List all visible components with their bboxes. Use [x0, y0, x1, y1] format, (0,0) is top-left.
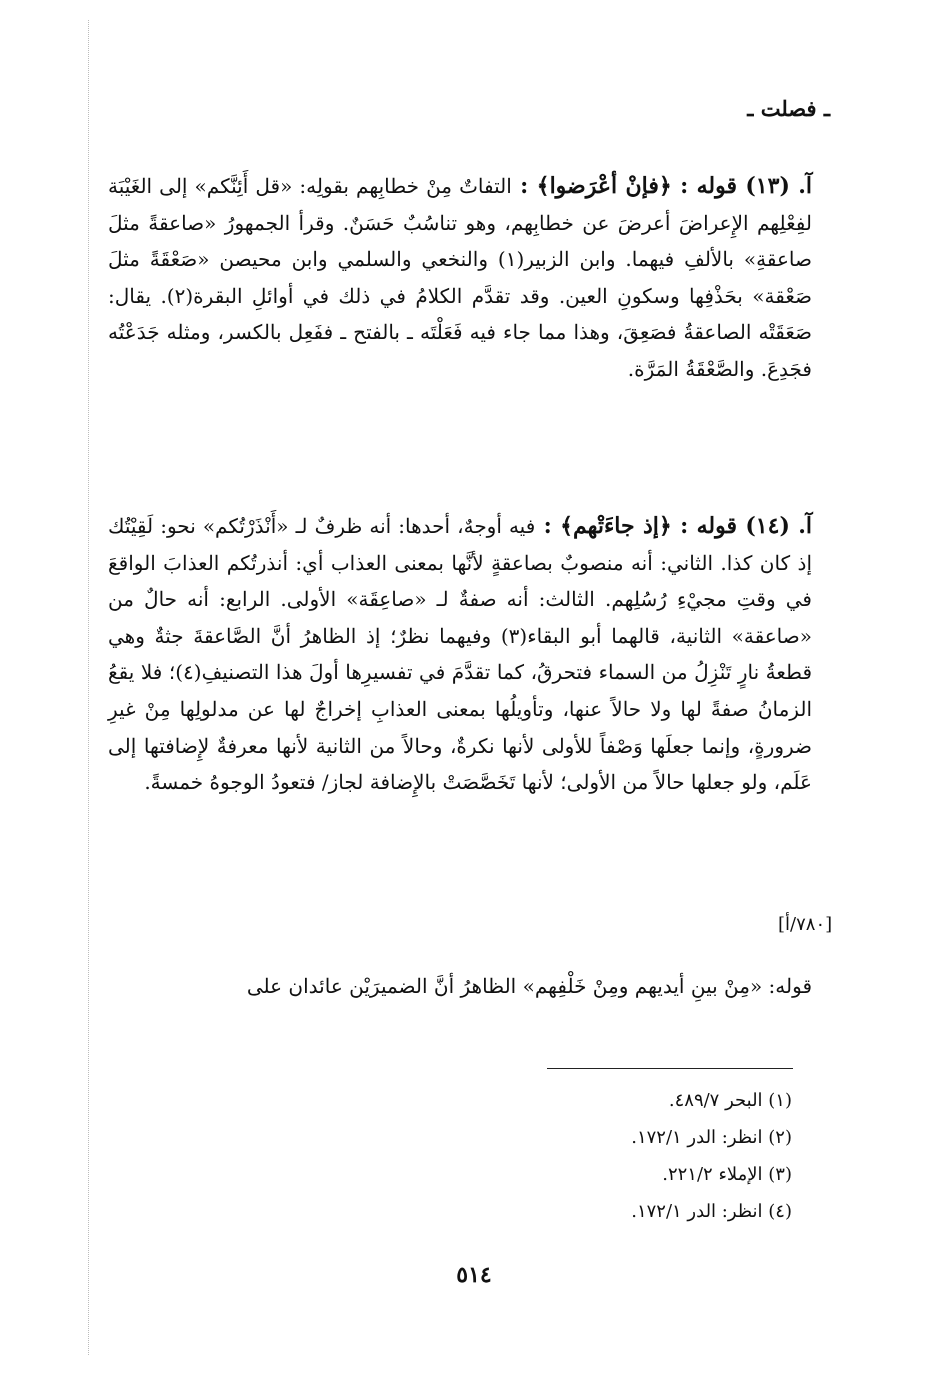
- paragraph-13: [108, 168, 812, 388]
- paragraph-label: آ. (١٤) قوله : ﴿إذ جاءَتْهم﴾ :: [535, 513, 812, 539]
- footnotes-list: [492, 1082, 792, 1230]
- footnote-divider: [547, 1068, 793, 1069]
- footnote-item: (٢) انظر: الدر ١٧٢/١.: [631, 1127, 792, 1148]
- paragraph-14: [108, 508, 812, 801]
- footnote-item: (٤) انظر: الدر ١٧٢/١.: [631, 1201, 792, 1222]
- paragraph-text: التفاتٌ مِنْ خطابِهم بقولِه: «قل أَئِنَّكم» إلى الغَيْبَة لفِعْلِهم الإِعراضَ أعرضَ عن خطابِهم، وهو تناسُبٌ حَسَنٌ. وقرأ الجمهورُ «صاعقةً مثلَ صاعقةِ» بالألفِ فيهما. وابن الزبير(١) والنخعي والسلمي وابن محيصن «صَعْقَةً مثلَ صَعْقة» بحَذْفِها وسكونِ العين. وقد تقدَّم الكلامُ في ذلك في أوائلِ البقرة(٢). يقال: صَعَقَتْه الصاعقةُ فصَعِقَ، وهذا مما جاء فيه فَعَلْتَه ـ بالفتح ـ ففَعِل بالكسر، ومثله جَدَعْتُه فجَدِعَ. والصَّعْقَةُ المَرَّة.: [108, 174, 812, 381]
- manuscript-folio-note: [٧٨٠/أ]: [778, 914, 833, 935]
- footnote-item: (٣) الإملاء ٢٢١/٢.: [662, 1164, 792, 1185]
- page-number: ٥١٤: [456, 1262, 492, 1288]
- page-header: ـ فصلت ـ: [747, 96, 830, 121]
- paragraph-label: آ. (١٣) قوله : ﴿فإنْ أعْرَضوا﴾ :: [511, 173, 812, 199]
- margin-dotted-line: [88, 20, 89, 1355]
- paragraph-text: قوله: «مِنْ بينِ أيديهم ومِنْ خَلْفِهم» الظاهرُ أنَّ الضميرَيْن عائدان على: [246, 974, 812, 998]
- paragraph-text: فيه أوجهٌ، أحدها: أنه ظرفٌ لـ «أَنْذَرْتُكم» نحو: لَقِيْتُك إذ كان كذا. الثاني: أنه منصوبٌ بصاعقةٍ لأنَّها بمعنى العذاب أي: أنذرتُكم العذابَ الواقعَ في وقتِ مجيْءِ رُسُلِهم. الثالث: أنه صفةٌ لـ «صاعِقَة» الأولى. الرابع: أنه حالٌ من «صاعقة» الثانية، قالهما أبو البقاء(٣) وفيهما نظرٌ؛ إذ الظاهرُ أنَّ الصَّاعقةَ جثةٌ وهي قطعةُ نارٍ تَنْزِلُ من السماء فتحرقُ، كما تقدَّمَ في تفسيرِها أولَ هذا التصنيفِ(٤)؛ فلا يقعُ الزمانُ صفةً لها ولا حالاً عنها، وتأويلُها بمعنى العذابِ إخراجٌ لها عن مدلولِها مِنْ غيرِ ضرورةٍ، وإنما جعلَها وَصْفاً للأولى لأنها نكرةٌ، وحالاً من الثانية لأنها معرفةٌ لإِضافتها إلى عَلَم، ولو جعلها حالاً من الأولى؛ لأنها تَخَصَّصَتْ بالإِضافة لجاز/ فتعودُ الوجوهُ خمسةً.: [108, 514, 813, 795]
- footnote-item: (١) البحر ٤٨٩/٧.: [668, 1090, 792, 1111]
- paragraph-continuation: [108, 968, 812, 1005]
